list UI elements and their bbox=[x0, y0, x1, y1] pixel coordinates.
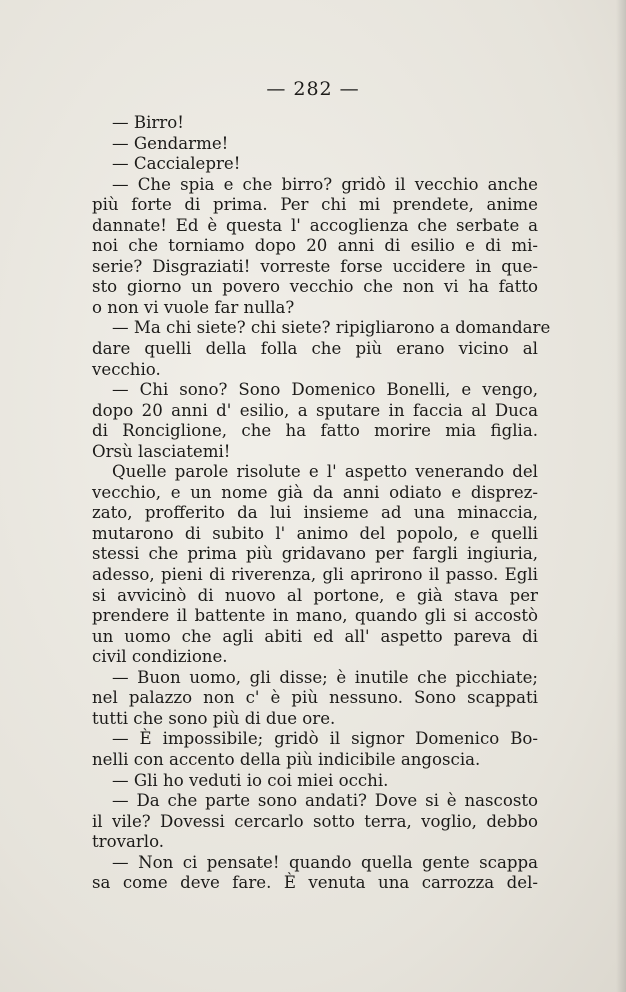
text-line: mutarono di subito l' animo del popolo, e quelli bbox=[92, 523, 538, 543]
text-line: nelli con accento della più indicibile angoscia. bbox=[92, 749, 481, 769]
text-line: stessi che prima più gridavano per fargli ingiuria, bbox=[92, 544, 538, 564]
text-line: — Ma chi siete? chi siete? ripigliarono a domandare bbox=[112, 318, 551, 338]
text-line: nel palazzo non c' è più nessuno. Sono scappati bbox=[92, 688, 538, 708]
text-line: o non vi vuole far nulla? bbox=[92, 297, 295, 317]
text-line: adesso, pieni di riverenza, gli aprirono il passo. Egli bbox=[92, 565, 538, 585]
text-line: di Ronciglione, che ha fatto morire mia figlia. bbox=[92, 421, 538, 441]
text-line: — Buon uomo, gli disse; è inutile che picchiate; bbox=[112, 667, 538, 687]
text-line: — Gendarme! bbox=[112, 133, 229, 153]
text-line: dare quelli della folla che più erano vicino al bbox=[92, 339, 538, 359]
page-edge-shadow bbox=[616, 0, 626, 992]
page-number-header: — 282 — bbox=[266, 78, 360, 100]
text-line: dannate! Ed è questa l' accoglienza che serbate a bbox=[92, 215, 538, 235]
text-line: sto giorno un povero vecchio che non vi ha fatto bbox=[92, 277, 538, 297]
text-line: — Caccialepre! bbox=[112, 154, 241, 174]
text-line: tutti che sono più di due ore. bbox=[92, 708, 336, 728]
text-line: più forte di prima. Per chi mi prendete, anime bbox=[92, 195, 538, 215]
text-line: — Non ci pensate! quando quella gente scappa bbox=[112, 852, 538, 872]
page-text-block bbox=[92, 113, 551, 894]
text-line: Orsù lasciatemi! bbox=[92, 441, 231, 461]
text-line: dopo 20 anni d' esilio, a sputare in faccia al Duca bbox=[92, 400, 538, 420]
text-line: — Che spia e che birro? gridò il vecchio anche bbox=[112, 174, 538, 194]
text-line: civil condizione. bbox=[92, 647, 228, 667]
text-line: — Chi sono? Sono Domenico Bonelli, e vengo, bbox=[112, 380, 538, 400]
text-line: serie? Disgraziati! vorreste forse uccidere in que- bbox=[92, 256, 538, 276]
text-line: — Birro! bbox=[112, 113, 184, 132]
text-line: prendere il battente in mano, quando gli si accostò bbox=[92, 606, 538, 626]
text-line: il vile? Dovessi cercarlo sotto terra, voglio, debbo bbox=[92, 811, 538, 831]
text-line: — Da che parte sono andati? Dove si è nascosto bbox=[112, 791, 538, 811]
text-line: zato, profferito da lui insieme ad una minaccia, bbox=[92, 503, 538, 523]
text-line: si avvicinò di nuovo al portone, e già stava per bbox=[92, 585, 538, 605]
text-line: vecchio. bbox=[92, 359, 161, 379]
text-line: noi che torniamo dopo 20 anni di esilio e di mi- bbox=[92, 236, 538, 256]
text-line: un uomo che agli abiti ed all' aspetto pareva di bbox=[92, 626, 538, 646]
text-line: — Gli ho veduti io coi miei occhi. bbox=[112, 770, 389, 790]
text-line: Quelle parole risolute e l' aspetto venerando del bbox=[112, 462, 538, 482]
text-line: — È impossibile; gridò il signor Domenico Bo- bbox=[112, 729, 538, 749]
text-line: sa come deve fare. È venuta una carrozza del- bbox=[92, 873, 538, 893]
text-line: vecchio, e un nome già da anni odiato e disprez- bbox=[92, 482, 538, 502]
text-line: trovarlo. bbox=[92, 832, 165, 852]
